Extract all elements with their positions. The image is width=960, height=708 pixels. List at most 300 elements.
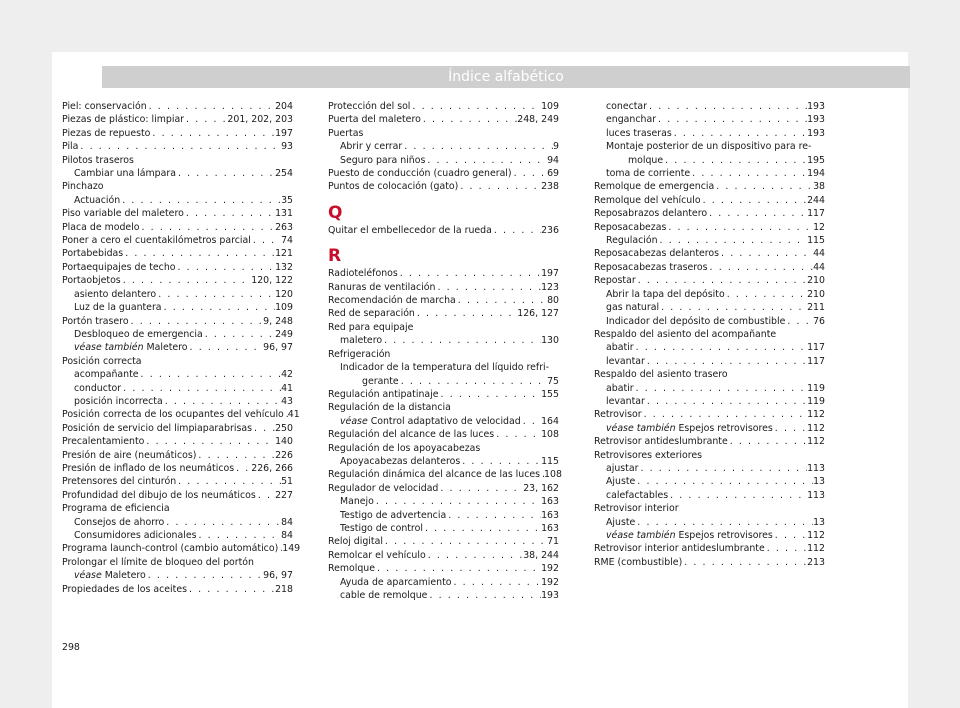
entry-label: [74, 529, 197, 542]
leader-dots: [399, 375, 547, 388]
leader-dots: [426, 549, 523, 562]
leader-dots: [188, 341, 264, 354]
see-also-label: véase también: [74, 342, 144, 354]
entry-text: Pretensores del cinturón: [62, 476, 177, 488]
index-entry: [594, 180, 825, 193]
leader-dots: [435, 281, 541, 294]
leader-dots: [234, 462, 251, 475]
index-entry: [594, 234, 825, 247]
index-entry: [62, 368, 293, 381]
entry-text: enganchar: [606, 114, 657, 126]
entry-text: Regulación dinámica del alcance de las luces: [328, 469, 541, 481]
entry-pages: 120: [275, 288, 293, 300]
entry-text: Puntos de colocación (gato): [328, 181, 459, 193]
index-entry: [62, 516, 293, 529]
entry-text: Remolque del vehículo: [594, 194, 701, 206]
entry-pages: 210: [807, 288, 825, 300]
leader-dots: [656, 113, 807, 126]
index-entry: [62, 221, 293, 234]
entry-pages: 112: [807, 422, 825, 434]
entry-label: [606, 462, 638, 475]
entry-text: toma de corriente: [606, 168, 691, 180]
entry-pages: 108: [544, 469, 562, 481]
entry-text: luces traseras: [606, 127, 672, 139]
index-entry: [328, 334, 559, 347]
index-entry: [62, 247, 293, 260]
entry-text: Posición correcta de los ocupantes del vehículo: [62, 409, 284, 421]
entry-text: Puerta del maletero: [328, 114, 421, 126]
entry-label: [62, 583, 187, 596]
index-entry: [594, 516, 825, 529]
entry-label: [340, 140, 402, 153]
entry-label: [74, 328, 203, 341]
entry-text: Retrovisor interior antideslumbrante: [594, 543, 765, 555]
entry-label: [606, 516, 635, 529]
entry-label: [340, 589, 427, 602]
index-entry: [594, 100, 825, 113]
index-entry: [62, 449, 293, 462]
index-entry: [594, 167, 825, 180]
index-entry: [328, 415, 559, 428]
index-entry: [328, 428, 559, 441]
leader-dots: [196, 449, 275, 462]
entry-pages: 71: [547, 536, 559, 548]
entry-text: levantar: [606, 355, 645, 367]
entry-pages: 132: [275, 261, 293, 273]
leader-dots: [668, 489, 807, 502]
leader-dots: [146, 569, 263, 582]
entry-label: [340, 576, 452, 589]
leader-dots: [425, 154, 547, 167]
leader-dots: [383, 535, 547, 548]
index-heading: Posición correcta: [62, 355, 142, 367]
index-entry: [328, 307, 559, 320]
entry-label: [594, 180, 714, 193]
entry-label: [606, 529, 773, 542]
leader-dots: [121, 382, 281, 395]
entry-text: Espejos retrovisores: [678, 530, 773, 541]
entry-label: [328, 294, 456, 307]
index-entry: [594, 127, 825, 140]
entry-text: Reloj digital: [328, 536, 383, 548]
entry-pages: 193: [541, 590, 559, 601]
entry-pages: 76: [813, 315, 825, 327]
entry-pages: 204: [275, 101, 293, 112]
index-entry: [328, 224, 559, 237]
leader-dots: [773, 422, 807, 435]
entry-label: [62, 449, 196, 462]
entry-label: [362, 375, 399, 388]
entry-pages: 238: [541, 181, 559, 193]
entry-pages: 42: [281, 369, 293, 381]
index-entry: [62, 207, 293, 220]
page-title: Índice alfabético: [102, 66, 910, 88]
index-entry: [594, 288, 825, 301]
entry-text: Profundidad del dibujo de los neumáticos: [62, 489, 256, 501]
leader-dots: [458, 180, 541, 193]
index-page: [52, 52, 908, 708]
leader-dots: [382, 334, 541, 347]
leader-dots: [635, 475, 813, 488]
entry-pages: 192: [541, 576, 559, 588]
entry-label: [62, 274, 121, 287]
leader-dots: [658, 234, 808, 247]
entry-pages: 93: [281, 141, 293, 153]
entry-pages: 112: [807, 530, 825, 541]
entry-label: [606, 489, 668, 502]
entry-text: Desbloqueo de emergencia: [74, 328, 203, 340]
entry-label: [62, 261, 176, 274]
entry-pages: 227: [275, 489, 293, 501]
entry-text: ajustar: [606, 462, 639, 474]
entry-label: [606, 382, 634, 395]
entry-label: [606, 341, 634, 354]
leader-dots: [659, 301, 807, 314]
entry-text: Abrir y cerrar: [340, 141, 403, 153]
entry-label: [606, 395, 645, 408]
index-entry: [62, 274, 293, 287]
entry-label: [328, 167, 512, 180]
entry-label: [606, 355, 645, 368]
leader-dots: [521, 415, 541, 428]
index-entry: [328, 113, 559, 126]
index-entry: [328, 375, 559, 388]
entry-text: abatir: [606, 382, 634, 394]
entry-text: Consejos de ahorro: [74, 516, 165, 528]
index-entry: [62, 288, 293, 301]
entry-pages: 213: [807, 556, 825, 568]
entry-pages: 226: [275, 449, 293, 461]
entry-pages: 120, 122: [251, 275, 293, 287]
index-entry: [62, 167, 293, 180]
entry-text: Retrovisor: [594, 409, 642, 421]
index-entry: [62, 315, 293, 328]
entry-text: Piso variable del maletero: [62, 208, 184, 220]
entry-pages: 119: [807, 395, 825, 407]
index-entry: [594, 355, 825, 368]
index-entry: [594, 489, 825, 502]
leader-dots: [164, 516, 281, 529]
entry-text: Ayuda de aparcamiento: [340, 576, 452, 588]
index-entry: [62, 127, 293, 140]
entry-label: [62, 462, 234, 475]
entry-text: Placa de modelo: [62, 221, 140, 233]
entry-pages: 115: [541, 455, 559, 467]
leader-dots: [456, 294, 547, 307]
leader-dots: [162, 301, 276, 314]
index-entry: [328, 140, 559, 153]
index-entry: [328, 154, 559, 167]
leader-dots: [150, 127, 275, 140]
entry-label: [606, 234, 658, 247]
entry-text: Ajuste: [606, 516, 636, 528]
entry-label: [340, 509, 446, 522]
entry-label: [594, 261, 708, 274]
entry-text: Posición de servicio del limpiaparabrisas: [62, 422, 252, 434]
index-entry: [328, 167, 559, 180]
leader-dots: [446, 509, 541, 522]
entry-text: asiento delantero: [74, 288, 157, 300]
entry-text: Control adaptativo de velocidad: [370, 415, 521, 427]
entry-pages: 113: [807, 489, 825, 501]
leader-dots: [647, 100, 807, 113]
leader-dots: [452, 576, 542, 589]
entry-label: [328, 549, 426, 562]
entry-label: [328, 468, 540, 481]
entry-text: Ajuste: [606, 476, 636, 488]
leader-dots: [374, 495, 541, 508]
leader-dots: [439, 388, 542, 401]
entry-label: [74, 382, 121, 395]
entry-text: cable de remolque: [340, 590, 428, 601]
leader-dots: [634, 382, 808, 395]
index-entry: [328, 455, 559, 468]
entry-text: Maletero: [104, 570, 146, 582]
index-entry: [328, 589, 559, 602]
entry-text: Regulación antipatinaje: [328, 388, 439, 400]
index-entry: [328, 562, 559, 575]
index-entry: [62, 395, 293, 408]
entry-label: [74, 341, 188, 354]
entry-label: [328, 180, 458, 193]
entry-label: [594, 274, 636, 287]
entry-label: [594, 435, 728, 448]
entry-label: [62, 140, 78, 153]
entry-text: Abrir la tapa del depósito: [606, 288, 725, 300]
entry-label: [340, 334, 382, 347]
entry-pages: 96, 97: [263, 570, 293, 582]
leader-dots: [785, 315, 813, 328]
index-heading: Pinchazo: [62, 181, 104, 193]
entry-pages: 13: [813, 476, 825, 488]
entry-pages: 211: [807, 302, 825, 314]
entry-pages: 130: [541, 335, 559, 347]
leader-dots: [123, 247, 275, 260]
leader-dots: [176, 167, 275, 180]
index-entry: [594, 221, 825, 234]
index-entry: [62, 234, 293, 247]
entry-text: abatir: [606, 342, 634, 354]
entry-label: [328, 224, 492, 237]
index-entry: [62, 489, 293, 502]
entry-pages: 197: [541, 268, 559, 280]
leader-dots: [512, 167, 547, 180]
entry-pages: 12: [813, 221, 825, 233]
leader-dots: [203, 328, 275, 341]
entry-pages: 197: [275, 127, 293, 139]
section-letter: R: [328, 246, 342, 267]
index-entry: [62, 100, 293, 113]
index-heading: Refrigeración: [328, 348, 391, 360]
entry-text: Precalentamiento: [62, 436, 145, 448]
entry-text: calefactables: [606, 489, 669, 501]
index-entry: [328, 482, 559, 495]
entry-label: [62, 435, 144, 448]
entry-label: [606, 475, 635, 488]
entry-pages: 149: [282, 543, 301, 555]
index-entry: [62, 569, 293, 582]
index-heading: Retrovisor interior: [594, 503, 679, 515]
leader-dots: [256, 489, 275, 502]
index-entry: [62, 435, 293, 448]
entry-text: molque: [628, 154, 664, 166]
entry-label: [594, 556, 682, 569]
index-entry: [594, 435, 825, 448]
leader-dots: [708, 261, 814, 274]
entry-text: Reposacabezas traseros: [594, 261, 708, 273]
see-also-label: véase también: [606, 530, 676, 541]
entry-label: [74, 194, 120, 207]
entry-text: Indicador del depósito de combustible: [606, 315, 786, 327]
entry-pages: 263: [275, 221, 293, 233]
leader-dots: [635, 516, 813, 529]
entry-pages: 117: [807, 208, 825, 220]
entry-pages: 193: [807, 114, 825, 126]
entry-pages: 115: [807, 235, 825, 247]
entry-pages: 41: [281, 382, 293, 394]
entry-label: [594, 542, 765, 555]
leader-dots: [163, 395, 281, 408]
leader-dots: [410, 100, 541, 113]
entry-text: Manejo: [340, 496, 374, 508]
index-entry: [62, 301, 293, 314]
entry-label: [62, 113, 184, 126]
entry-text: Remolcar el vehículo: [328, 549, 426, 561]
entry-label: [328, 562, 375, 575]
entry-label: [594, 221, 666, 234]
entry-label: [62, 207, 184, 220]
see-also-label: véase también: [606, 422, 676, 434]
entry-text: Piel: conservación: [62, 101, 147, 112]
index-entry: [594, 274, 825, 287]
entry-label: [606, 113, 656, 126]
entry-label: [606, 288, 725, 301]
leader-dots: [252, 422, 275, 435]
index-heading: Montaje posterior de un dispositivo para re-: [606, 141, 812, 153]
index-entry: [328, 522, 559, 535]
see-also-label: véase: [74, 570, 102, 582]
leader-dots: [663, 154, 807, 167]
entry-pages: 96, 97: [263, 342, 293, 354]
index-entry: [328, 576, 559, 589]
entry-text: levantar: [606, 395, 645, 407]
entry-pages: 80: [547, 295, 559, 307]
leader-dots: [187, 583, 275, 596]
leader-dots: [121, 274, 252, 287]
leader-dots: [636, 274, 807, 287]
entry-text: Presión de inflado de los neumáticos: [62, 462, 235, 474]
entry-pages: 218: [275, 583, 293, 595]
entry-pages: 84: [281, 530, 293, 541]
entry-label: [74, 288, 156, 301]
leader-dots: [156, 288, 275, 301]
entry-pages: 9, 248: [263, 315, 293, 327]
leader-dots: [666, 221, 813, 234]
entry-label: [328, 281, 435, 294]
entry-text: Remolque de emergencia: [594, 181, 715, 193]
entry-text: gerante: [362, 375, 399, 387]
entry-text: Poner a cero el cuentakilómetros parcial: [62, 235, 251, 247]
entry-label: [606, 315, 785, 328]
index-entry: [62, 408, 300, 421]
entry-text: Retrovisor antideslumbrante: [594, 436, 728, 448]
leader-dots: [176, 475, 281, 488]
entry-text: Seguro para niños: [340, 154, 426, 166]
entry-pages: 250: [275, 422, 293, 434]
entry-label: [594, 247, 719, 260]
entry-label: [606, 167, 690, 180]
leader-dots: [494, 428, 541, 441]
index-entry: [594, 462, 825, 475]
entry-text: Pila: [62, 141, 79, 153]
index-heading: Respaldo del asiento del acompañante: [594, 328, 777, 340]
entry-pages: 69: [547, 168, 559, 180]
entry-text: Espejos retrovisores: [678, 422, 773, 434]
entry-label: [74, 395, 163, 408]
index-entry: [594, 247, 825, 260]
entry-text: RME (combustible): [594, 556, 683, 568]
index-heading: Regulación de la distancia: [328, 402, 451, 414]
entry-text: Repostar: [594, 275, 636, 287]
entry-text: Consumidores adicionales: [74, 530, 197, 541]
leader-dots: [251, 234, 281, 247]
index-entry: [62, 529, 293, 542]
entry-pages: 74: [281, 235, 293, 247]
index-entry: [62, 462, 293, 475]
leader-dots: [184, 113, 227, 126]
entry-label: [74, 301, 162, 314]
entry-pages: 244: [807, 194, 825, 206]
entry-text: Presión de aire (neumáticos): [62, 449, 197, 461]
entry-pages: 113: [807, 462, 825, 474]
entry-label: [606, 100, 647, 113]
entry-label: [62, 127, 150, 140]
index-entry: [594, 261, 825, 274]
index-entry: [328, 535, 559, 548]
index-entry: [594, 408, 825, 421]
entry-label: [340, 415, 521, 428]
index-entry: [328, 294, 559, 307]
entry-label: [62, 408, 284, 421]
leader-dots: [645, 395, 807, 408]
index-entry: [328, 495, 559, 508]
entry-text: Quitar el embellecedor de la rueda: [328, 224, 492, 236]
index-heading: Prolongar el límite de bloqueo del portón: [62, 556, 254, 568]
entry-label: [340, 455, 460, 468]
entry-pages: 248, 249: [517, 114, 559, 126]
entry-pages: 23, 162: [523, 482, 559, 494]
index-heading: Regulación de los apoyacabezas: [328, 442, 481, 454]
entry-label: [74, 569, 146, 582]
entry-pages: 236: [541, 224, 559, 236]
entry-text: Testigo de control: [340, 522, 423, 534]
entry-label: [62, 489, 256, 502]
entry-text: Portaequipajes de techo: [62, 261, 176, 273]
leader-dots: [421, 113, 517, 126]
section-letter: Q: [328, 202, 343, 223]
index-entry: [62, 583, 293, 596]
entry-text: conectar: [606, 101, 648, 112]
index-entry: [62, 341, 293, 354]
leader-dots: [725, 288, 807, 301]
entry-text: Apoyacabezas delanteros: [340, 455, 461, 467]
page-number: 298: [62, 642, 80, 653]
entry-text: Radioteléfonos: [328, 268, 398, 280]
index-heading: Retrovisores exteriores: [594, 449, 703, 461]
index-column-2: [328, 100, 562, 602]
entry-label: [628, 154, 663, 167]
entry-pages: 163: [541, 496, 559, 508]
